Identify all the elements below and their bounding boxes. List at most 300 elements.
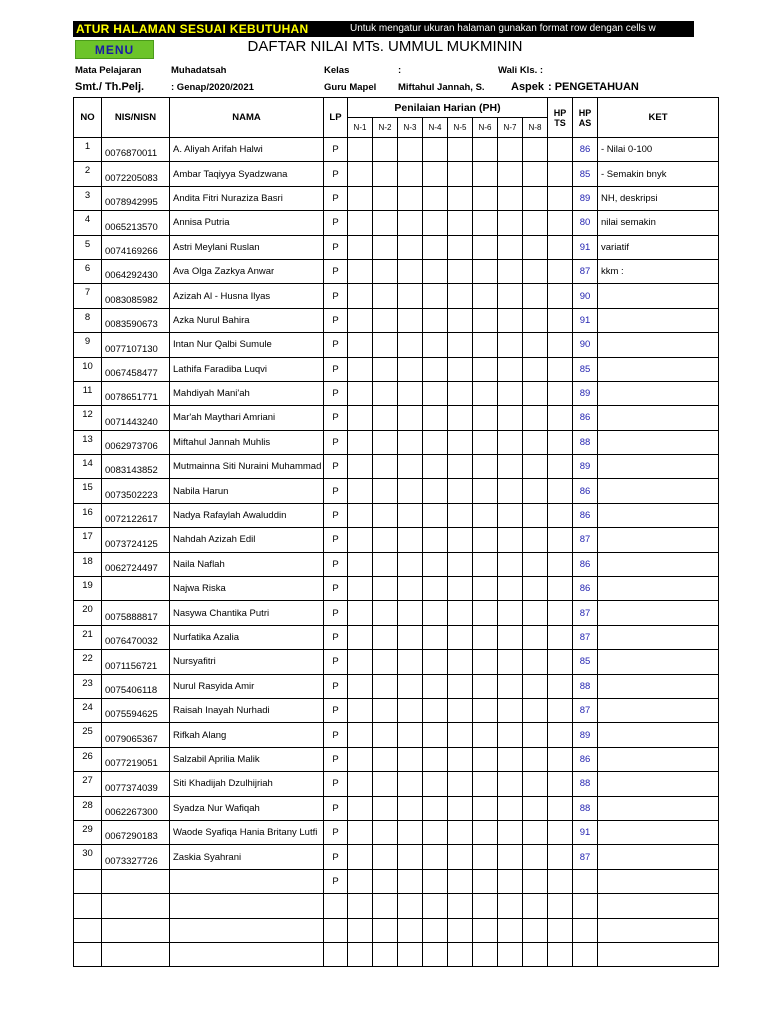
cell-n6[interactable] xyxy=(473,674,498,698)
cell-n7[interactable] xyxy=(498,601,523,625)
cell-ket[interactable] xyxy=(598,869,719,893)
cell-lp[interactable] xyxy=(324,918,348,942)
cell-n1[interactable] xyxy=(348,942,373,966)
cell-n2[interactable] xyxy=(373,333,398,357)
cell-n4[interactable] xyxy=(423,625,448,649)
cell-nis[interactable]: 0079065367 xyxy=(102,723,170,747)
cell-ket[interactable] xyxy=(598,381,719,405)
cell-n4[interactable] xyxy=(423,381,448,405)
cell-nama[interactable]: Mutmainna Siti Nuraini Muhammad xyxy=(170,455,324,479)
cell-n5[interactable] xyxy=(448,138,473,162)
cell-nama[interactable]: Nurfatika Azalia xyxy=(170,625,324,649)
cell-nis[interactable]: 0083590673 xyxy=(102,308,170,332)
cell-n4[interactable] xyxy=(423,772,448,796)
cell-nis[interactable]: 0075406118 xyxy=(102,674,170,698)
cell-n5[interactable] xyxy=(448,406,473,430)
cell-n1[interactable] xyxy=(348,918,373,942)
cell-n8[interactable] xyxy=(523,894,548,918)
cell-n5[interactable] xyxy=(448,747,473,771)
cell-n4[interactable] xyxy=(423,650,448,674)
cell-lp[interactable]: P xyxy=(324,552,348,576)
cell-n3[interactable] xyxy=(398,357,423,381)
cell-n3[interactable] xyxy=(398,650,423,674)
cell-ket[interactable] xyxy=(598,528,719,552)
cell-n6[interactable] xyxy=(473,625,498,649)
cell-n7[interactable] xyxy=(498,577,523,601)
cell-ket[interactable] xyxy=(598,698,719,722)
cell-ket[interactable] xyxy=(598,455,719,479)
cell-n2[interactable] xyxy=(373,479,398,503)
cell-hpts[interactable] xyxy=(548,650,573,674)
cell-n3[interactable] xyxy=(398,601,423,625)
cell-n8[interactable] xyxy=(523,918,548,942)
cell-n5[interactable] xyxy=(448,894,473,918)
cell-lp[interactable]: P xyxy=(324,820,348,844)
cell-lp[interactable]: P xyxy=(324,772,348,796)
cell-n2[interactable] xyxy=(373,747,398,771)
cell-n6[interactable] xyxy=(473,894,498,918)
cell-n4[interactable] xyxy=(423,479,448,503)
cell-n7[interactable] xyxy=(498,503,523,527)
cell-n1[interactable] xyxy=(348,308,373,332)
cell-nis[interactable]: 0077107130 xyxy=(102,333,170,357)
cell-n4[interactable] xyxy=(423,674,448,698)
cell-n8[interactable] xyxy=(523,674,548,698)
cell-hpts[interactable] xyxy=(548,308,573,332)
cell-n4[interactable] xyxy=(423,820,448,844)
cell-n4[interactable] xyxy=(423,333,448,357)
cell-n8[interactable] xyxy=(523,625,548,649)
cell-hpas[interactable]: 87 xyxy=(573,845,598,869)
cell-nis[interactable]: 0083143852 xyxy=(102,455,170,479)
cell-hpas[interactable]: 88 xyxy=(573,430,598,454)
cell-ket[interactable] xyxy=(598,284,719,308)
cell-hpts[interactable] xyxy=(548,601,573,625)
cell-n1[interactable] xyxy=(348,333,373,357)
cell-hpts[interactable] xyxy=(548,186,573,210)
cell-n5[interactable] xyxy=(448,211,473,235)
cell-n3[interactable] xyxy=(398,430,423,454)
cell-nis[interactable] xyxy=(102,942,170,966)
cell-n5[interactable] xyxy=(448,357,473,381)
cell-n5[interactable] xyxy=(448,235,473,259)
cell-n2[interactable] xyxy=(373,796,398,820)
cell-n3[interactable] xyxy=(398,796,423,820)
cell-hpas[interactable]: 85 xyxy=(573,162,598,186)
cell-lp[interactable]: P xyxy=(324,284,348,308)
cell-n2[interactable] xyxy=(373,430,398,454)
cell-lp[interactable]: P xyxy=(324,528,348,552)
cell-n5[interactable] xyxy=(448,577,473,601)
cell-n2[interactable] xyxy=(373,820,398,844)
cell-n8[interactable] xyxy=(523,479,548,503)
cell-hpas[interactable] xyxy=(573,942,598,966)
cell-lp[interactable]: P xyxy=(324,186,348,210)
cell-n6[interactable] xyxy=(473,162,498,186)
cell-n3[interactable] xyxy=(398,503,423,527)
cell-n2[interactable] xyxy=(373,674,398,698)
cell-nama[interactable]: Naila Naflah xyxy=(170,552,324,576)
cell-n1[interactable] xyxy=(348,747,373,771)
cell-ket[interactable] xyxy=(598,406,719,430)
cell-ket[interactable]: variatif xyxy=(598,235,719,259)
cell-nama[interactable]: Syadza Nur Wafiqah xyxy=(170,796,324,820)
cell-n1[interactable] xyxy=(348,674,373,698)
cell-lp[interactable]: P xyxy=(324,747,348,771)
cell-n1[interactable] xyxy=(348,650,373,674)
cell-nis[interactable]: 0062973706 xyxy=(102,430,170,454)
cell-n6[interactable] xyxy=(473,503,498,527)
cell-n6[interactable] xyxy=(473,259,498,283)
cell-ket[interactable] xyxy=(598,942,719,966)
cell-nama[interactable]: Nahdah Azizah Edil xyxy=(170,528,324,552)
cell-n5[interactable] xyxy=(448,528,473,552)
cell-n5[interactable] xyxy=(448,869,473,893)
cell-nis[interactable]: 0073502223 xyxy=(102,479,170,503)
cell-nama[interactable] xyxy=(170,942,324,966)
cell-n2[interactable] xyxy=(373,138,398,162)
cell-nama[interactable]: Najwa Riska xyxy=(170,577,324,601)
cell-n6[interactable] xyxy=(473,455,498,479)
cell-n4[interactable] xyxy=(423,235,448,259)
cell-ket[interactable] xyxy=(598,796,719,820)
cell-nis[interactable] xyxy=(102,918,170,942)
cell-n7[interactable] xyxy=(498,138,523,162)
cell-n3[interactable] xyxy=(398,528,423,552)
cell-n1[interactable] xyxy=(348,577,373,601)
cell-hpas[interactable]: 87 xyxy=(573,528,598,552)
cell-nama[interactable]: Ava Olga Zazkya Anwar xyxy=(170,259,324,283)
cell-nama[interactable]: Lathifa Faradiba Luqvi xyxy=(170,357,324,381)
cell-hpas[interactable]: 86 xyxy=(573,577,598,601)
cell-lp[interactable]: P xyxy=(324,138,348,162)
cell-n2[interactable] xyxy=(373,235,398,259)
cell-lp[interactable]: P xyxy=(324,674,348,698)
cell-nama[interactable]: Mahdiyah Mani'ah xyxy=(170,381,324,405)
cell-hpts[interactable] xyxy=(548,674,573,698)
cell-n5[interactable] xyxy=(448,698,473,722)
cell-n7[interactable] xyxy=(498,308,523,332)
cell-nis[interactable]: 0077374039 xyxy=(102,772,170,796)
cell-hpts[interactable] xyxy=(548,894,573,918)
cell-n6[interactable] xyxy=(473,918,498,942)
cell-n8[interactable] xyxy=(523,796,548,820)
cell-lp[interactable]: P xyxy=(324,406,348,430)
cell-hpts[interactable] xyxy=(548,235,573,259)
cell-ket[interactable] xyxy=(598,747,719,771)
cell-nama[interactable]: Ambar Taqiyya Syadzwana xyxy=(170,162,324,186)
cell-nis[interactable]: 0062724497 xyxy=(102,552,170,576)
cell-nis[interactable]: 0076870011 xyxy=(102,138,170,162)
cell-hpas[interactable]: 80 xyxy=(573,211,598,235)
cell-hpas[interactable]: 89 xyxy=(573,455,598,479)
cell-n3[interactable] xyxy=(398,235,423,259)
cell-n1[interactable] xyxy=(348,601,373,625)
cell-n8[interactable] xyxy=(523,406,548,430)
cell-n5[interactable] xyxy=(448,845,473,869)
cell-n3[interactable] xyxy=(398,333,423,357)
cell-n3[interactable] xyxy=(398,259,423,283)
cell-n5[interactable] xyxy=(448,430,473,454)
cell-n4[interactable] xyxy=(423,455,448,479)
cell-n6[interactable] xyxy=(473,186,498,210)
cell-n8[interactable] xyxy=(523,942,548,966)
cell-lp[interactable]: P xyxy=(324,381,348,405)
cell-n3[interactable] xyxy=(398,186,423,210)
cell-lp[interactable]: P xyxy=(324,479,348,503)
cell-n1[interactable] xyxy=(348,430,373,454)
cell-nis[interactable]: 0077219051 xyxy=(102,747,170,771)
cell-nis[interactable]: 0083085982 xyxy=(102,284,170,308)
cell-nama[interactable]: Salzabil Aprilia Malik xyxy=(170,747,324,771)
cell-n4[interactable] xyxy=(423,918,448,942)
cell-n2[interactable] xyxy=(373,845,398,869)
cell-n1[interactable] xyxy=(348,259,373,283)
cell-n3[interactable] xyxy=(398,381,423,405)
cell-n5[interactable] xyxy=(448,455,473,479)
cell-n7[interactable] xyxy=(498,723,523,747)
cell-n3[interactable] xyxy=(398,211,423,235)
cell-n4[interactable] xyxy=(423,601,448,625)
cell-hpas[interactable]: 86 xyxy=(573,552,598,576)
cell-n7[interactable] xyxy=(498,820,523,844)
cell-n6[interactable] xyxy=(473,942,498,966)
cell-n3[interactable] xyxy=(398,942,423,966)
cell-hpts[interactable] xyxy=(548,211,573,235)
cell-n3[interactable] xyxy=(398,138,423,162)
cell-n4[interactable] xyxy=(423,284,448,308)
cell-hpts[interactable] xyxy=(548,357,573,381)
cell-ket[interactable]: - Semakin bnyk xyxy=(598,162,719,186)
cell-n6[interactable] xyxy=(473,357,498,381)
cell-n8[interactable] xyxy=(523,308,548,332)
cell-n1[interactable] xyxy=(348,772,373,796)
cell-n6[interactable] xyxy=(473,820,498,844)
cell-lp[interactable]: P xyxy=(324,211,348,235)
cell-n7[interactable] xyxy=(498,381,523,405)
cell-lp[interactable]: P xyxy=(324,698,348,722)
cell-ket[interactable] xyxy=(598,845,719,869)
cell-n3[interactable] xyxy=(398,284,423,308)
cell-n7[interactable] xyxy=(498,430,523,454)
cell-lp[interactable]: P xyxy=(324,430,348,454)
cell-n3[interactable] xyxy=(398,723,423,747)
cell-nama[interactable]: Azka Nurul Bahira xyxy=(170,308,324,332)
cell-n7[interactable] xyxy=(498,528,523,552)
cell-n8[interactable] xyxy=(523,698,548,722)
cell-nama[interactable]: Rifkah Alang xyxy=(170,723,324,747)
cell-hpts[interactable] xyxy=(548,406,573,430)
cell-hpas[interactable]: 91 xyxy=(573,235,598,259)
cell-n6[interactable] xyxy=(473,479,498,503)
cell-nama[interactable]: Annisa Putria xyxy=(170,211,324,235)
cell-n4[interactable] xyxy=(423,259,448,283)
cell-nama[interactable]: Astri Meylani Ruslan xyxy=(170,235,324,259)
cell-hpas[interactable]: 88 xyxy=(573,772,598,796)
cell-nis[interactable]: 0074169266 xyxy=(102,235,170,259)
cell-hpas[interactable]: 90 xyxy=(573,284,598,308)
cell-n5[interactable] xyxy=(448,674,473,698)
cell-nis[interactable] xyxy=(102,894,170,918)
cell-n1[interactable] xyxy=(348,869,373,893)
cell-nama[interactable]: Miftahul Jannah Muhlis xyxy=(170,430,324,454)
cell-lp[interactable]: P xyxy=(324,577,348,601)
cell-n2[interactable] xyxy=(373,772,398,796)
cell-n2[interactable] xyxy=(373,650,398,674)
cell-n4[interactable] xyxy=(423,308,448,332)
cell-ket[interactable] xyxy=(598,723,719,747)
cell-nis[interactable]: 0075888817 xyxy=(102,601,170,625)
cell-ket[interactable] xyxy=(598,333,719,357)
cell-n8[interactable] xyxy=(523,333,548,357)
cell-n3[interactable] xyxy=(398,479,423,503)
cell-n1[interactable] xyxy=(348,552,373,576)
cell-n1[interactable] xyxy=(348,820,373,844)
cell-hpts[interactable] xyxy=(548,845,573,869)
cell-n1[interactable] xyxy=(348,186,373,210)
cell-hpas[interactable]: 91 xyxy=(573,820,598,844)
cell-nis[interactable]: 0064292430 xyxy=(102,259,170,283)
cell-lp[interactable] xyxy=(324,942,348,966)
cell-n4[interactable] xyxy=(423,552,448,576)
menu-button[interactable]: MENU xyxy=(75,40,154,59)
cell-hpts[interactable] xyxy=(548,747,573,771)
cell-ket[interactable] xyxy=(598,772,719,796)
cell-n7[interactable] xyxy=(498,479,523,503)
cell-ket[interactable] xyxy=(598,674,719,698)
cell-n4[interactable] xyxy=(423,894,448,918)
cell-n8[interactable] xyxy=(523,211,548,235)
cell-n8[interactable] xyxy=(523,820,548,844)
cell-n6[interactable] xyxy=(473,406,498,430)
cell-nama[interactable]: A. Aliyah Arifah Halwi xyxy=(170,138,324,162)
cell-hpas[interactable]: 87 xyxy=(573,625,598,649)
cell-n3[interactable] xyxy=(398,406,423,430)
cell-n8[interactable] xyxy=(523,772,548,796)
cell-n7[interactable] xyxy=(498,406,523,430)
cell-n5[interactable] xyxy=(448,796,473,820)
cell-n6[interactable] xyxy=(473,650,498,674)
cell-n6[interactable] xyxy=(473,845,498,869)
cell-n8[interactable] xyxy=(523,528,548,552)
cell-n8[interactable] xyxy=(523,259,548,283)
cell-n6[interactable] xyxy=(473,235,498,259)
cell-nis[interactable]: 0062267300 xyxy=(102,796,170,820)
cell-hpas[interactable]: 88 xyxy=(573,674,598,698)
cell-hpas[interactable] xyxy=(573,894,598,918)
cell-lp[interactable]: P xyxy=(324,869,348,893)
cell-nama[interactable]: Andita Fitri Nuraziza Basri xyxy=(170,186,324,210)
cell-nama[interactable]: Azizah Al - Husna Ilyas xyxy=(170,284,324,308)
cell-hpas[interactable]: 87 xyxy=(573,601,598,625)
cell-n2[interactable] xyxy=(373,942,398,966)
cell-ket[interactable] xyxy=(598,625,719,649)
cell-hpas[interactable] xyxy=(573,918,598,942)
cell-n8[interactable] xyxy=(523,601,548,625)
cell-n7[interactable] xyxy=(498,455,523,479)
cell-n3[interactable] xyxy=(398,869,423,893)
cell-n6[interactable] xyxy=(473,308,498,332)
cell-n7[interactable] xyxy=(498,942,523,966)
cell-nama[interactable]: Siti Khadijah Dzulhijriah xyxy=(170,772,324,796)
cell-hpts[interactable] xyxy=(548,381,573,405)
cell-n5[interactable] xyxy=(448,625,473,649)
cell-n5[interactable] xyxy=(448,723,473,747)
cell-n7[interactable] xyxy=(498,259,523,283)
cell-lp[interactable]: P xyxy=(324,259,348,283)
cell-n6[interactable] xyxy=(473,138,498,162)
cell-n1[interactable] xyxy=(348,625,373,649)
cell-n5[interactable] xyxy=(448,772,473,796)
cell-hpts[interactable] xyxy=(548,259,573,283)
cell-n6[interactable] xyxy=(473,723,498,747)
cell-n8[interactable] xyxy=(523,747,548,771)
cell-n2[interactable] xyxy=(373,284,398,308)
cell-n4[interactable] xyxy=(423,577,448,601)
cell-n6[interactable] xyxy=(473,772,498,796)
cell-n2[interactable] xyxy=(373,698,398,722)
cell-n2[interactable] xyxy=(373,186,398,210)
cell-ket[interactable] xyxy=(598,894,719,918)
cell-lp[interactable]: P xyxy=(324,796,348,820)
cell-lp[interactable]: P xyxy=(324,235,348,259)
cell-n3[interactable] xyxy=(398,308,423,332)
cell-n5[interactable] xyxy=(448,942,473,966)
cell-hpas[interactable]: 89 xyxy=(573,186,598,210)
cell-n1[interactable] xyxy=(348,796,373,820)
cell-n5[interactable] xyxy=(448,259,473,283)
cell-n3[interactable] xyxy=(398,674,423,698)
cell-n2[interactable] xyxy=(373,406,398,430)
cell-n5[interactable] xyxy=(448,381,473,405)
cell-hpts[interactable] xyxy=(548,942,573,966)
cell-n6[interactable] xyxy=(473,577,498,601)
cell-nama[interactable]: Mar'ah Maythari Amriani xyxy=(170,406,324,430)
cell-hpts[interactable] xyxy=(548,503,573,527)
cell-n1[interactable] xyxy=(348,211,373,235)
cell-n2[interactable] xyxy=(373,357,398,381)
cell-n2[interactable] xyxy=(373,552,398,576)
cell-n4[interactable] xyxy=(423,430,448,454)
cell-n6[interactable] xyxy=(473,333,498,357)
cell-n3[interactable] xyxy=(398,820,423,844)
cell-n3[interactable] xyxy=(398,455,423,479)
cell-hpas[interactable]: 86 xyxy=(573,747,598,771)
cell-n3[interactable] xyxy=(398,552,423,576)
cell-lp[interactable]: P xyxy=(324,455,348,479)
cell-hpas[interactable]: 85 xyxy=(573,357,598,381)
cell-ket[interactable]: nilai semakin xyxy=(598,211,719,235)
cell-nama[interactable]: Intan Nur Qalbi Sumule xyxy=(170,333,324,357)
cell-nis[interactable]: 0071443240 xyxy=(102,406,170,430)
cell-n8[interactable] xyxy=(523,552,548,576)
cell-hpts[interactable] xyxy=(548,625,573,649)
cell-n1[interactable] xyxy=(348,503,373,527)
cell-n6[interactable] xyxy=(473,552,498,576)
cell-n3[interactable] xyxy=(398,577,423,601)
cell-n4[interactable] xyxy=(423,698,448,722)
cell-n2[interactable] xyxy=(373,162,398,186)
cell-nama[interactable]: Zaskia Syahrani xyxy=(170,845,324,869)
cell-hpas[interactable]: 87 xyxy=(573,698,598,722)
cell-n2[interactable] xyxy=(373,625,398,649)
cell-n5[interactable] xyxy=(448,601,473,625)
cell-hpts[interactable] xyxy=(548,552,573,576)
cell-hpts[interactable] xyxy=(548,333,573,357)
cell-lp[interactable]: P xyxy=(324,723,348,747)
cell-n4[interactable] xyxy=(423,406,448,430)
cell-n8[interactable] xyxy=(523,357,548,381)
